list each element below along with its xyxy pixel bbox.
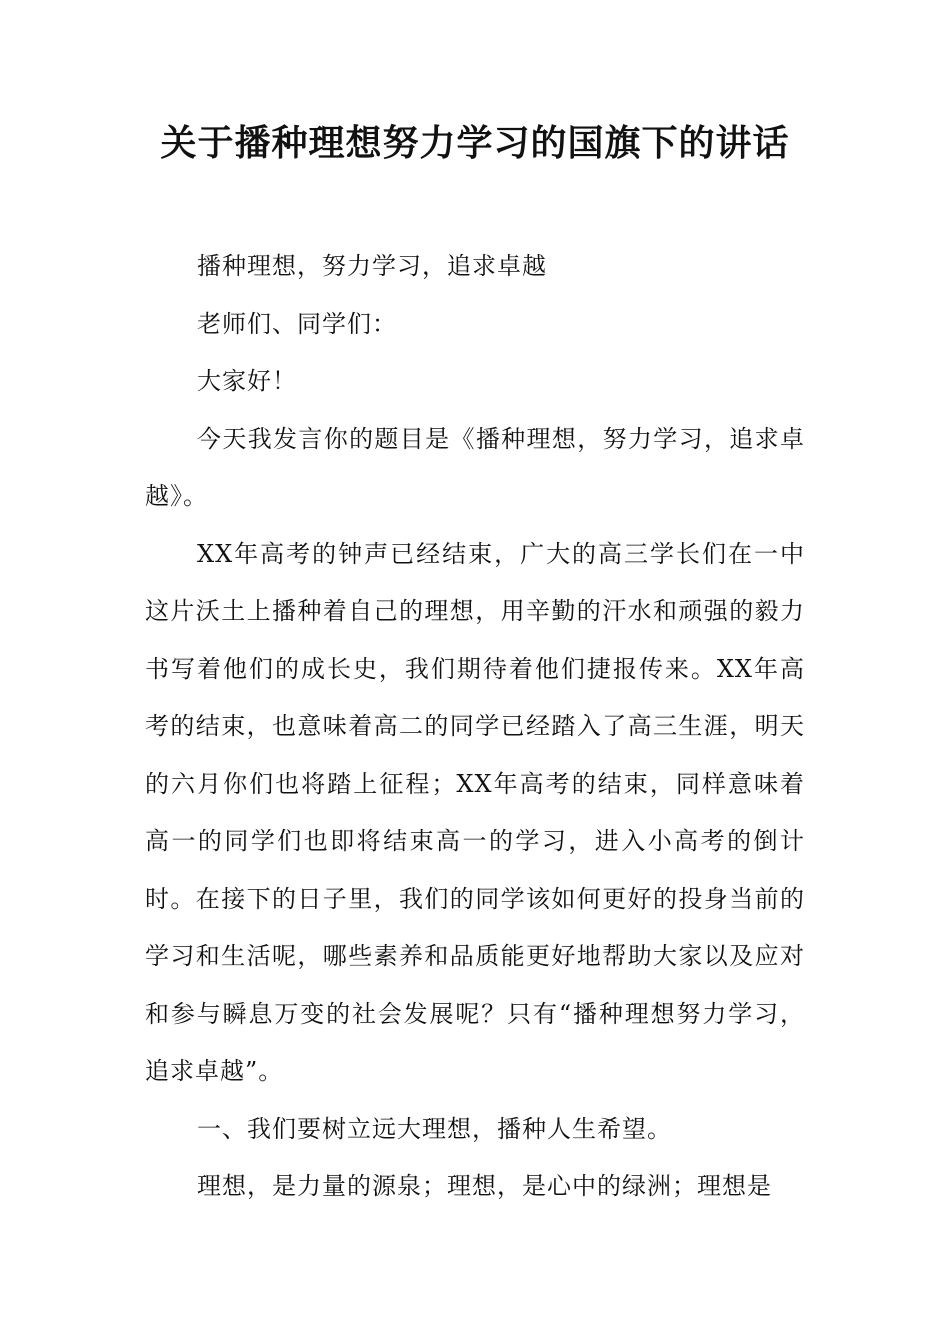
document-title: 关于播种理想努力学习的国旗下的讲话	[160, 123, 790, 164]
paragraph-topic: 今天我发言你的题目是《播种理想，努力学习，追求卓越》。	[145, 424, 805, 510]
paragraph-section-heading: 一、我们要树立远大理想，播种人生希望。	[197, 1114, 672, 1143]
paragraph-section-text: 理想，是力量的源泉；理想，是心中的绿洲；理想是	[197, 1172, 772, 1200]
document-body	[145, 238, 805, 1216]
paragraph-greeting: 大家好！	[197, 367, 297, 395]
paragraph-salutation: 老师们、同学们：	[197, 309, 397, 338]
paragraph-subtitle: 播种理想，努力学习，追求卓越	[197, 252, 547, 280]
paragraph-main: XX年高考的钟声已经结束，广大的高三学长们在一中这片沃土上播种着自己的理想，用辛勤的汗水和顽强的毅力书写着他们的成长史，我们期待着他们捷报传来。XX年高考的结束，也意味着高二的同学已经踏入了高三生涯，明天的六月你们也将踏上征程；XX年高考的结束，同样意味着高一的同学们也即将结束高一的学习，进入小高考的倒计时。在接下的日子里，我们的同学该如何更好的投身当前的学习和生活呢，哪些素养和品质能更好地帮助大家以及应对和参与瞬息万变的社会发展呢？只有“播种理想努力学习，追求卓越”。	[145, 539, 805, 1085]
